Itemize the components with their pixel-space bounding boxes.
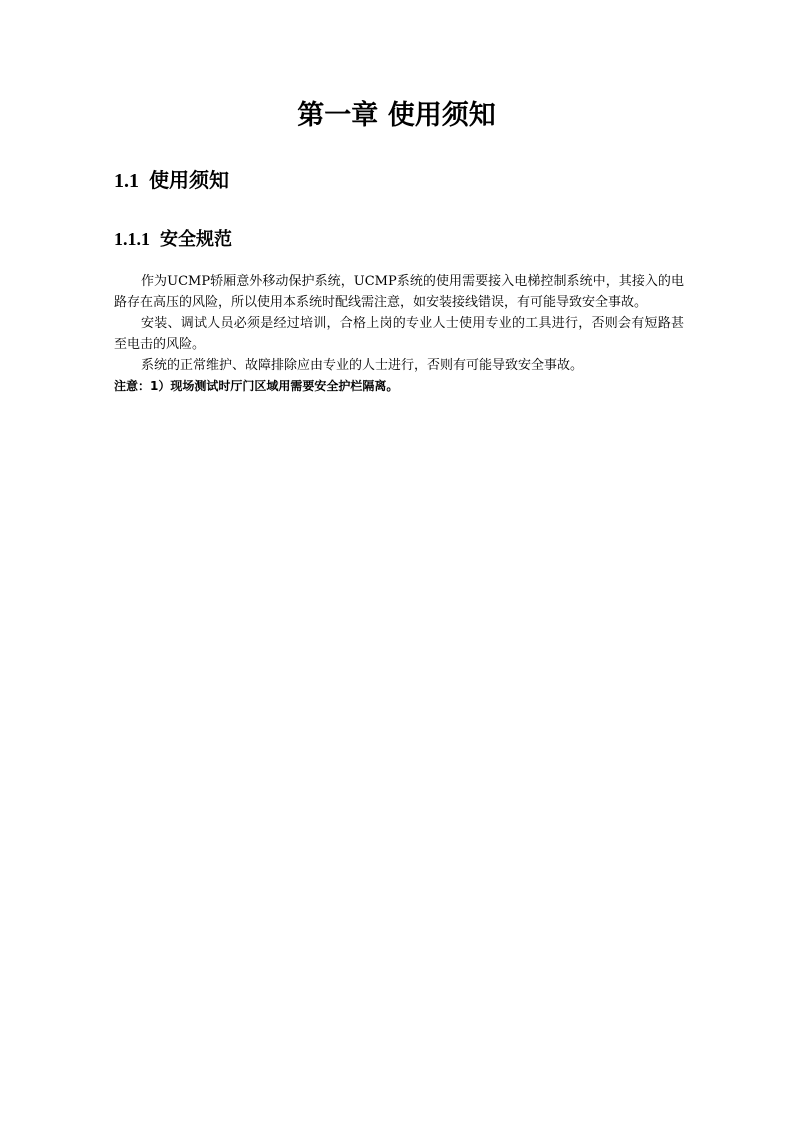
paragraph-installer-qualification: 安装、调试人员必须是经过培训，合格上岗的专业人士使用专业的工具进行，否则会有短路甚至电击的风险。 — [114, 316, 684, 352]
safety-notice: 注意：1）现场测试时厅门区域用需要安全护栏隔离。 — [114, 379, 399, 393]
section-number: 1.1 — [114, 170, 139, 192]
subsection-number: 1.1.1 — [114, 229, 150, 249]
subsection-title: 安全规范 — [160, 229, 232, 250]
section-title: 使用须知 — [149, 168, 229, 192]
section-heading — [114, 166, 229, 195]
chapter-title: 第一章 使用须知 — [297, 100, 496, 131]
paragraph-maintenance: 系统的正常维护、故障排除应由专业的人士进行，否则有可能导致安全事故。 — [141, 358, 584, 373]
paragraph-wiring-risk: 作为UCMP轿厢意外移动保护系统，UCMP系统的使用需要接入电梯控制系统中，其接入的电路存在高压的风险，所以使用本系统时配线需注意，如安装接线错误，有可能导致安全事故。 — [114, 274, 684, 310]
body-text — [114, 271, 684, 397]
subsection-heading — [114, 226, 232, 253]
